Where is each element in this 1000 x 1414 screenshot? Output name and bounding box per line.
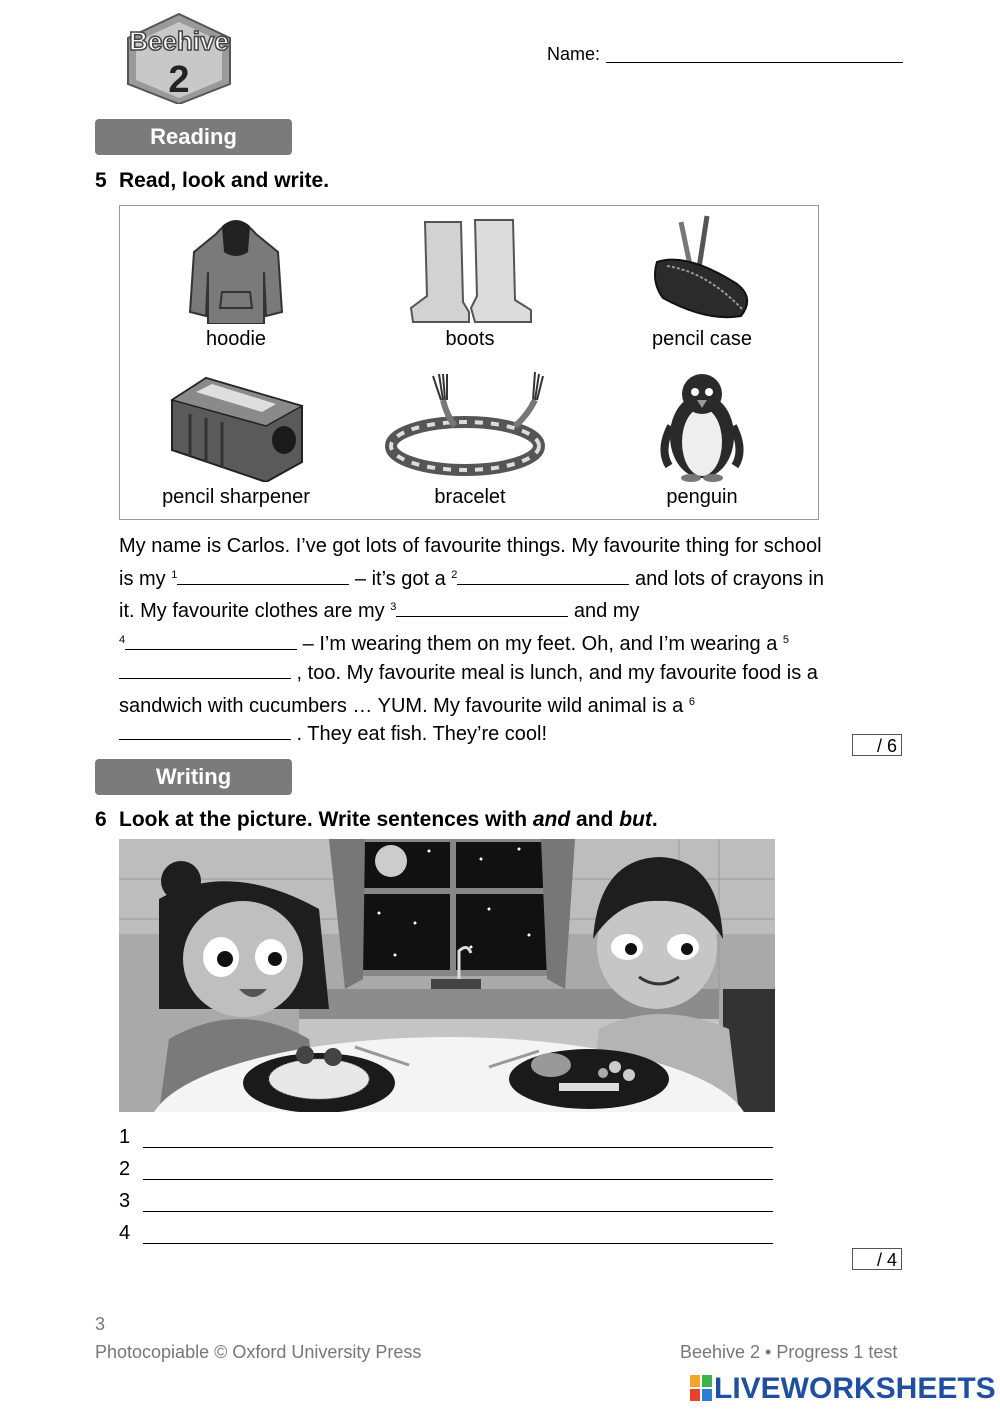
blank-number: 3 [390, 601, 397, 614]
answer-blank-2[interactable] [457, 566, 629, 585]
task-instruction: and [570, 808, 620, 831]
line-number: 1 [119, 1126, 131, 1148]
answer-line[interactable] [143, 1243, 773, 1244]
sharpener-icon [166, 370, 306, 482]
blank-number: 5 [782, 634, 790, 647]
keyword-and: and [532, 808, 571, 831]
liveworksheets-text: LIVEWORKSHEETS [714, 1372, 996, 1405]
task-number: 5 [95, 169, 107, 192]
page-number: 3 [95, 1314, 106, 1334]
item-boots [360, 212, 580, 351]
score-box-writing: / 4 [852, 1248, 902, 1270]
task-number: 6 [95, 808, 107, 831]
reading-passage [119, 532, 839, 749]
answer-blank-4[interactable] [125, 631, 297, 650]
item-label: boots [445, 328, 495, 350]
task-instruction: . [651, 808, 658, 831]
line-number: 3 [119, 1190, 131, 1212]
svg-text:2: 2 [168, 59, 190, 101]
item-penguin [592, 370, 812, 509]
writing-line-2[interactable] [119, 1158, 773, 1184]
passage-text: – I’m wearing them on my feet. Oh, and I’m wearing a [297, 633, 778, 656]
item-bracelet [360, 370, 580, 509]
item-label: hoodie [205, 328, 267, 350]
svg-text:Beehive: Beehive [129, 26, 229, 56]
task-instruction: Read, look and write. [119, 169, 330, 192]
passage-text: and my [568, 600, 640, 623]
passage-text: . They eat fish. They’re cool! [291, 723, 548, 746]
beehive-logo [112, 12, 247, 104]
vocabulary-picture-box [119, 205, 819, 520]
item-label: pencil sharpener [162, 486, 310, 508]
copyright-notice: Photocopiable © Oxford University Press [95, 1342, 422, 1362]
blank-number: 1 [171, 568, 178, 581]
item-hoodie [126, 212, 346, 351]
passage-text: – it’s got a [349, 567, 446, 590]
blank-number: 2 [451, 568, 458, 581]
liveworksheets-logo[interactable] [690, 1372, 996, 1406]
bracelet-icon [385, 370, 555, 482]
writing-section-tab: Writing [95, 759, 292, 795]
boots-icon [405, 212, 535, 324]
passage-text: , too. My favourite meal is lunch, and my favourite food is a sandwich with cucumbers … YUM. My favourite wild animal is a [119, 661, 818, 717]
writing-line-3[interactable] [119, 1190, 773, 1216]
task-6-title [95, 808, 658, 832]
answer-blank-5[interactable] [119, 660, 291, 679]
passage-text: My name is Carlos. I’ve got lots of favourite things. My favourite thing for school is my [119, 535, 822, 590]
answer-line[interactable] [143, 1211, 773, 1212]
task-5-title [95, 169, 329, 193]
passage-text: and lots of crayons in it. My favourite clothes are my [119, 567, 824, 623]
task-instruction: Look at the picture. Write sentences with [119, 808, 533, 831]
pencil-case-icon [647, 212, 757, 324]
answer-line[interactable] [143, 1147, 773, 1148]
item-label: penguin [666, 486, 738, 508]
dinner-scene-picture [119, 839, 775, 1112]
item-label: pencil case [651, 328, 753, 350]
writing-line-1[interactable] [119, 1126, 773, 1152]
answer-blank-6[interactable] [119, 721, 291, 740]
blank-number: 4 [119, 634, 126, 647]
answer-blank-1[interactable] [177, 566, 349, 585]
liveworksheets-badge-icon [690, 1375, 712, 1401]
test-name: Beehive 2 • Progress 1 test [680, 1342, 898, 1362]
line-number: 2 [119, 1158, 131, 1180]
name-label: Name: [547, 44, 601, 64]
writing-line-4[interactable] [119, 1222, 773, 1248]
reading-section-tab: Reading [95, 119, 292, 155]
penguin-icon [657, 370, 747, 482]
item-pencil-sharpener [126, 370, 346, 509]
keyword-but: but [619, 808, 652, 831]
blank-number: 6 [688, 695, 695, 708]
answer-line[interactable] [143, 1179, 773, 1180]
name-field[interactable] [606, 62, 903, 63]
item-pencil-case [592, 212, 812, 351]
line-number: 4 [119, 1222, 131, 1244]
item-label: bracelet [434, 486, 506, 508]
score-box-reading: / 6 [852, 734, 902, 756]
hoodie-icon [186, 212, 286, 324]
answer-blank-3[interactable] [396, 598, 568, 617]
